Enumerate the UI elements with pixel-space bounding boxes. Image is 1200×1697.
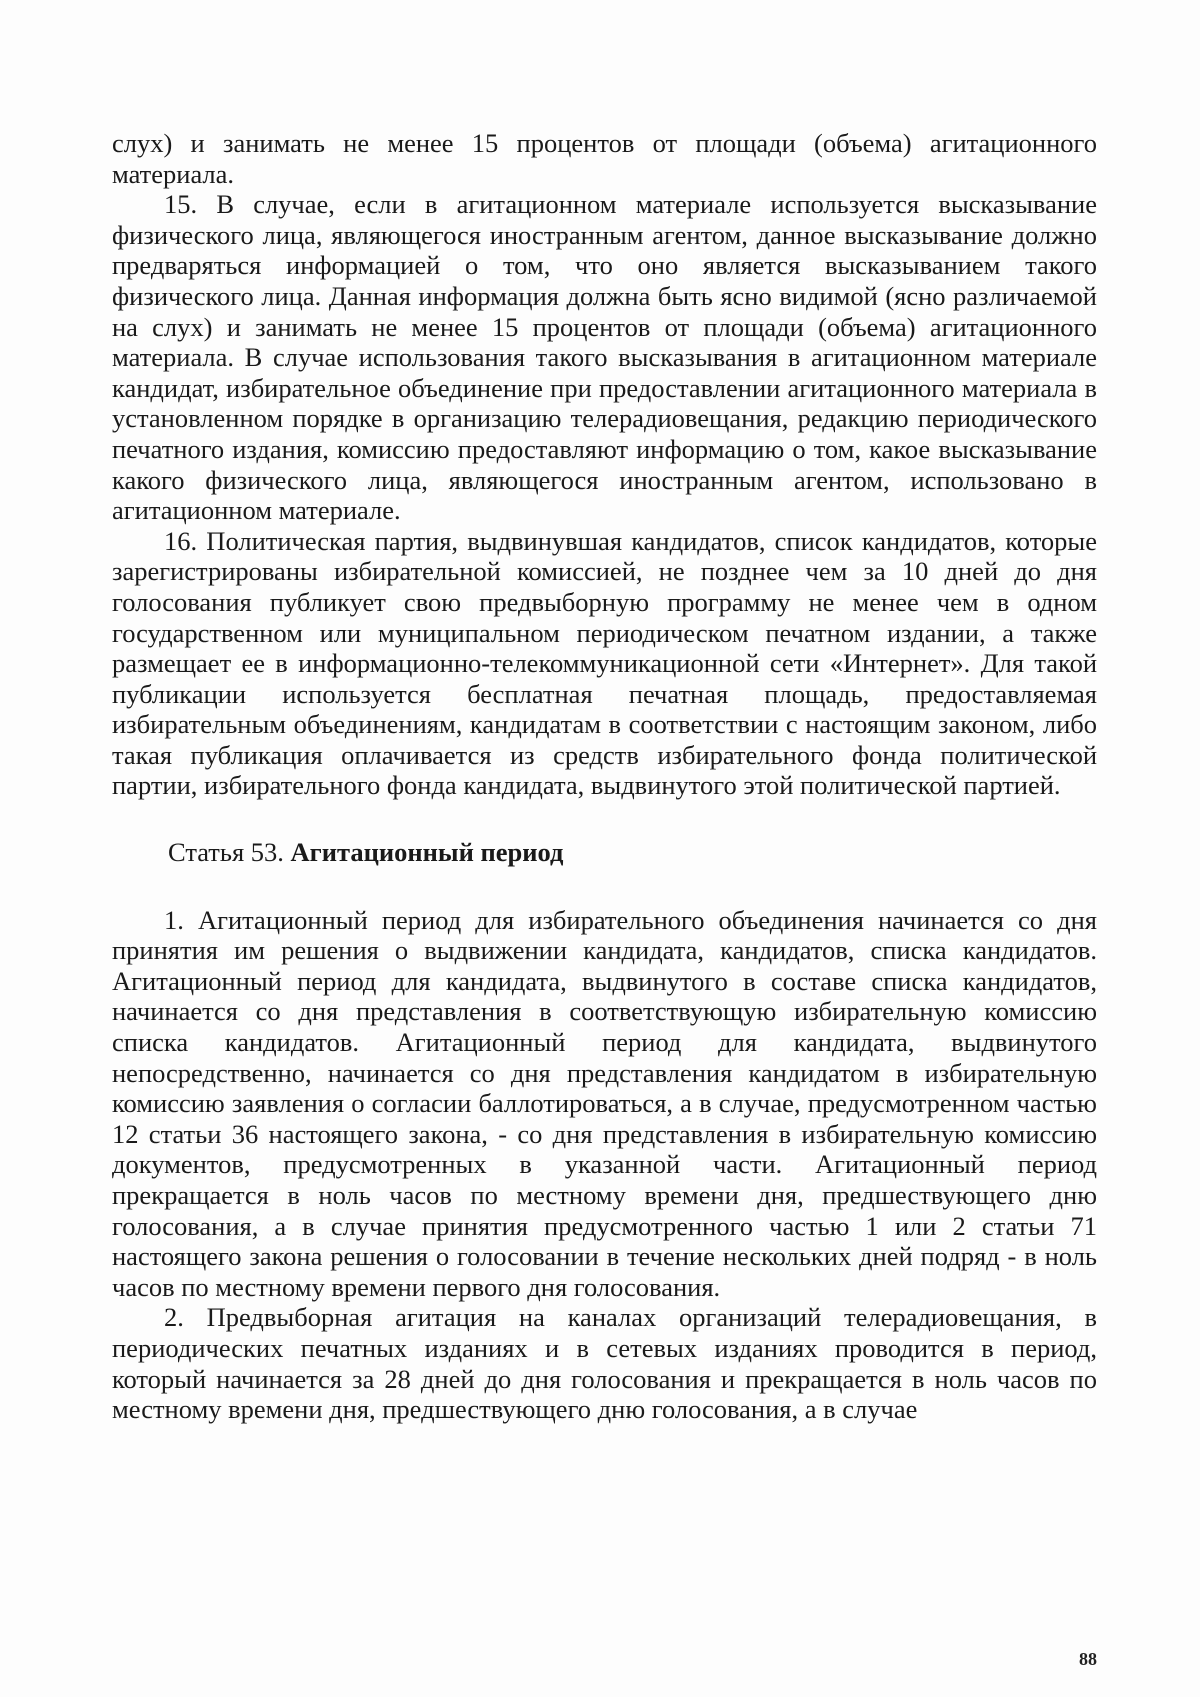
continuation-paragraph: слух) и занимать не менее 15 процентов от площади (объема) агитационного материала. [112, 128, 1097, 189]
article-heading [112, 837, 1097, 868]
document-body [112, 128, 1097, 1425]
page-number: 88 [1079, 1649, 1097, 1669]
article-paragraph-2: 2. Предвыборная агитация на каналах организаций телерадиовещания, в периодических печатных изданиях и в сетевых изданиях проводится в период, который начинается за 28 дней до дня голосования и прекращается в ноль часов по местному времени дня, предшествующего дню голосования, а в случае [112, 1302, 1097, 1425]
article-title: Агитационный период [290, 837, 564, 868]
article-paragraph-1: 1. Агитационный период для избирательного объединения начинается со дня принятия им решения о выдвижении кандидата, кандидатов, списка кандидатов. Агитационный период для кандидата, выдвинутого в составе списка кандидатов, начинается со дня представления в соответствующую избирательную комиссию списка кандидатов. Агитационный период для кандидата, выдвинутого непосредственно, начинается со дня представления кандидатом в избирательную комиссию заявления о согласии баллотироваться, а в случае, предусмотренном частью 12 статьи 36 настоящего закона, - со дня представления в избирательную комиссию документов, предусмотренных в указанной части. Агитационный период прекращается в ноль часов по местному времени дня, предшествующего дню голосования, а в случае принятия предусмотренного частью 1 или 2 статьи 71 настоящего закона решения о голосовании в течение нескольких дней подряд - в ноль часов по местному времени первого дня голосования. [112, 904, 1097, 1302]
paragraph-15: 15. В случае, если в агитационном материале используется высказывание физического лица, являющегося иностранным агентом, данное высказывание должно предваряться информацией о том, что оно является высказыванием такого физического лица. Данная информация должна быть ясно видимой (ясно различаемой на слух) и занимать не менее 15 процентов от площади (объема) агитационного материала. В случае использования такого высказывания в агитационном материале кандидат, избирательное объединение при предоставлении агитационного материала в установленном порядке в организацию телерадиовещания, редакцию периодического печатного издания, комиссию предоставляют информацию о том, какое высказывание какого физического лица, являющегося иностранным агентом, использовано в агитационном материале. [112, 189, 1097, 526]
paragraph-16: 16. Политическая партия, выдвинувшая кандидатов, список кандидатов, которые зарегистрированы избирательной комиссией, не позднее чем за 10 дней до дня голосования публикует свою предвыборную программу не менее чем в одном государственном или муниципальном периодическом печатном издании, а также размещает ее в информационно-телекоммуникационной сети «Интернет». Для такой публикации используется бесплатная печатная площадь, предоставляемая избирательным объединениям, кандидатам в соответствии с настоящим законом, либо такая публикация оплачивается из средств избирательного фонда политической партии, избирательного фонда кандидата, выдвинутого этой политической партией. [112, 525, 1097, 801]
article-number: Статья 53. [168, 837, 284, 868]
